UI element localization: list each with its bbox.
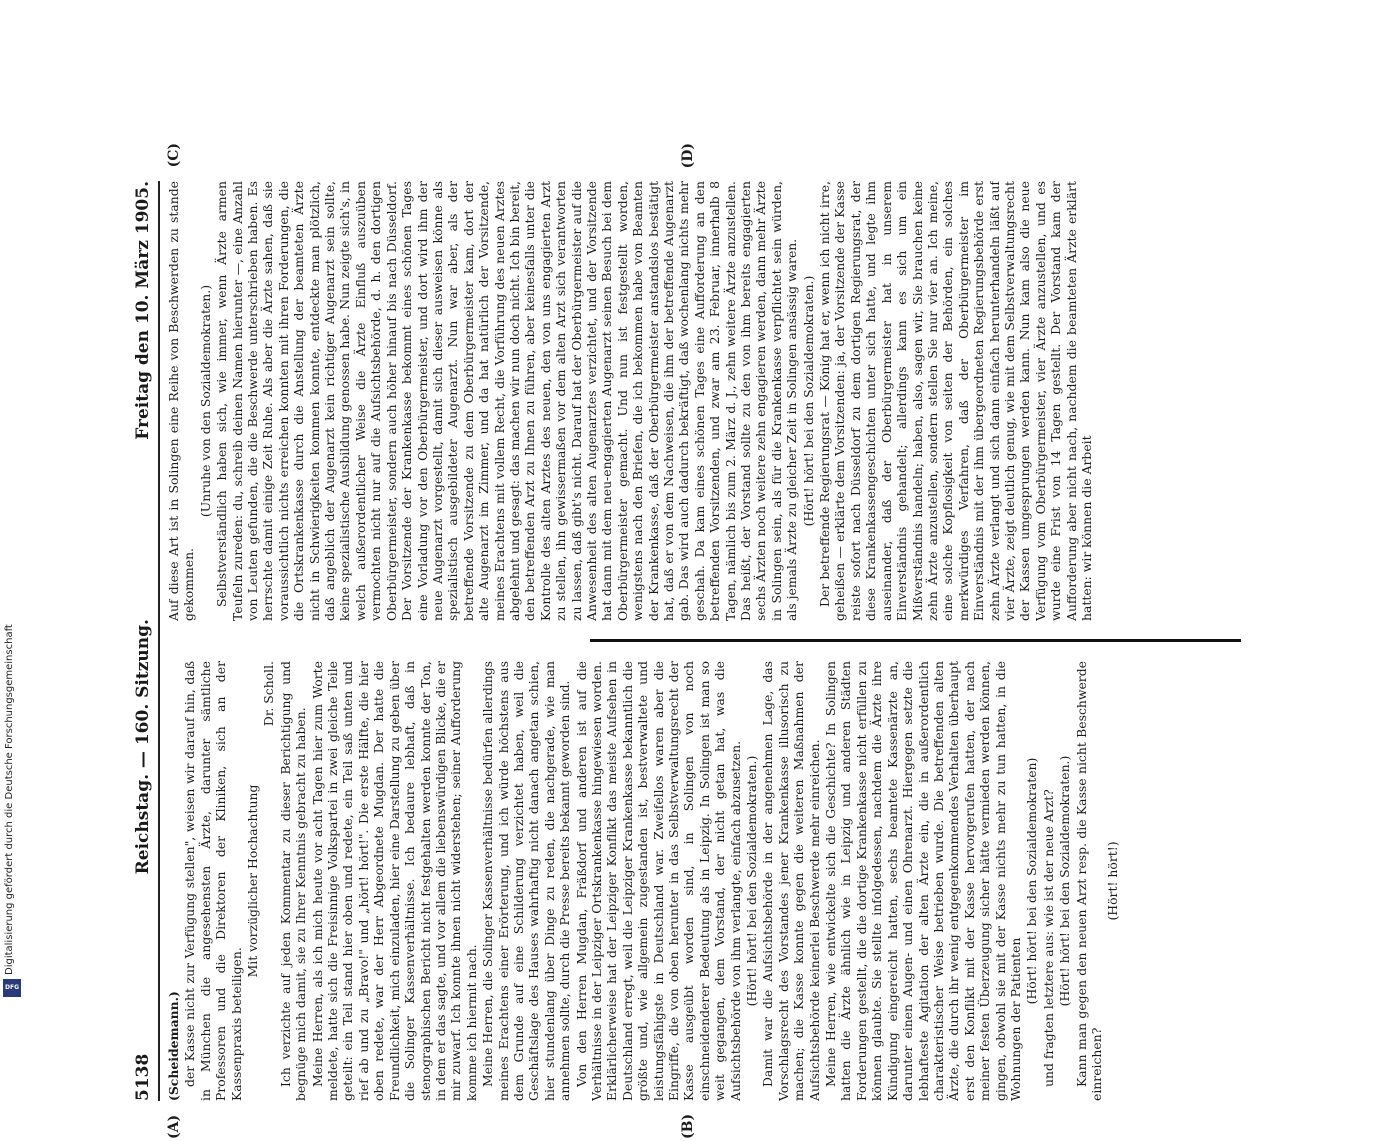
margin-marker-b: (B) — [680, 1113, 696, 1139]
paragraph: Damit war die Aufsichtsbehörde in der angenehmen Lage, das Vorschlagsrecht des Vorstandes jener Krankenkasse illusorisch zu machen; die Kasse konnte gegen die weiteren Maßnahmen der Aufsichtsbehörde keinerlei Beschwerde mehr einreichen. — [760, 661, 822, 1101]
document-page — [120, 141, 1261, 1141]
stage-direction: (Hört! hört! bei den Sozialdemokraten.) — [1057, 755, 1073, 1007]
column-divider — [590, 639, 1241, 642]
stage-direction: (Unruhe von den Sozialdemokraten.) — [197, 284, 213, 518]
paragraph: Ich verzichte auf jeden Kommentar zu dieser Berichtigung und begnüge mich damit, sie zu Ihrer Kenntnis gebracht zu haben. — [277, 661, 309, 1101]
paragraph: Der betreffende Regierungsrat — König hat er, wenn ich nicht irre, geheißen — erklärte dem Vorsitzenden: ja, der Vorsitzende der Kasse reiste sofort nach Düsseldorf zu dem dortigen Regierungsrat, der diese Krankenkassengeschichten unter sich hatte, und legte ihm auseinander, daß der Oberbürgermeister hat in unserem Einverständnis gehandelt; allerdings kann es sich um ein Mißverständnis handeln; haben, also, sagen wir, Sie brauchen keine zehn Ärzte anzustellen, sondern stellen Sie nur vier an. Ich meine, eine solche Kopflosigkeit von seiten der Behörden, ein solches merkwürdiges Verfahren, daß der Oberbürgermeister im Einverständnis mit der ihm übergeordneten Regierungsbehörde erst zehn Ärzte verlangt und sich dann einfach herunterhandeln läßt auf vier Ärzte, zeigt deutlich genug, wie mit dem Selbstverwaltungsrecht der Kassen umgesprungen werden kann. Nun kam also die neue Verfügung vom Oberbürgermeister, vier Ärzte anzustellen, und es wurde eine Frist von 14 Tagen gestellt. Der Vorstand kam der Aufforderung aber nicht nach, nachdem die beamteten Ärzte erklärt hatten: wir können die Arbeit — [817, 181, 1094, 621]
stage-direction: (Hört! hört!) — [1105, 841, 1121, 921]
digitization-credit: Digitalisierung gefördert durch die Deutsche Forschungsgemeinschaft — [4, 624, 15, 975]
paragraph: Auf diese Art ist in Solingen eine Reihe von Beschwerden zu stande gekommen. — [166, 181, 197, 621]
dfg-logo: DFG — [3, 979, 21, 997]
margin-marker-d: (D) — [680, 143, 696, 169]
paragraph: Selbstverständlich haben sich, wie immer, wenn Ärzte armen Teufeln zureden: du, schreib deinen Namen hierunter —, eine Anzahl von Leuten gefunden, die die Beschwerde unterschrieben haben. Es herrschte damit einige Zeit Ruhe. Als aber die Ärzte sahen, daß sie voraussichtlich nichts erreichen konnten mit ihren Forderungen, die die Ortskrankenkasse durch die Anstellung der beamteten Ärzte nicht in Schwierigkeiten kommen konnte, entdeckte man plötzlich, daß angeblich der Augenarzt kein richtiger Augenarzt sein sollte, keine spezialistische Ausbildung genossen habe. Nun zeigte sich's, in welch außerordentlicher Weise die Ärzte Einfluß auszuüben vermochten nicht nur auf die Aufsichtsbehörde, d. h. den dortigen Oberbürgermeister, sondern auch höher hinauf bis nach Düsseldorf. Der Vorsitzende der Krankenkasse bekommt eines schönen Tages eine Vorladung vor den Oberbürgermeister, und dort wird ihm der neue Augenarzt vorgestellt, damit sich dieser ausweisen könne als spezialistisch ausgebildeter Augenarzt. Nun war aber, als der betreffende Vorsitzende zu dem Oberbürgermeister kam, dort der alte Augenarzt im Zimmer, und da hat natürlich der Vorsitzende, meines Erachtens mit vollem Recht, die Vorführung des neuen Arztes abgelehnt und gesagt: das machen wir nun doch nicht. Ich bin bereit, den betreffenden Arzt zu Ihnen zu führen, aber keinesfalls unter die Kontrolle des alten Arztes des neuen, den von uns engagierten Arzt zu stellen, ihn gewissermaßen vor dem alten Arzt sich verantworten zu lassen, daß gibt's nicht. Darauf hat der Oberbürgermeister auf die Anwesenheit des alten Augenarztes verzichtet, und der Vorsitzende hat dann mit dem neu-engagierten Augenarzt seinen Besuch bei dem Oberbürgermeister gemacht. Und nun ist festgestellt worden, wenigstens nach den Briefen, die ich bekommen habe von Beamten der Krankenkasse, daß der Oberbürgermeister anstandslos bestätigt hat, daß er von dem Nachweisen, die ihm der betreffende Augenarzt gab. Das wird auch dadurch bekräftigt, daß wochenlang nichts mehr geschah. Da kam eines schönen Tages eine Aufforderung an den betreffenden Vorsitzenden, und zwar am 23. Februar, innerhalb 8 Tagen, nämlich bis zum 2. März d. J., zehn weitere Ärzte anzustellen. Das heißt, der Vorstand sollte zu den von ihm bereits engagierten sechs Ärzten noch weitere zehn engagieren werden, dann mehr Ärzte in Solingen sein, als für die Krankenkasse verpflichtet sein würden, als jemals Ärzte zu gleicher Zeit in Solingen ansässig waren. — [214, 181, 800, 621]
paragraph: Meine Herren, als ich mich heute vor acht Tagen hier zum Worte meldete, hatte sich die Freisinnige Volkspartei in zwei gleiche Teile geteilt: ein Teil stand hier oben und redete, ein Teil saß unten und rief ab und zu „Bravo!" und „hört! hört!". Die erste Hälfte, die hier oben redete, war der Herr Abgeordnete Mugdan. Der hatte die Freundlichkeit, mich einzuladen, hier eine Darstellung zu geben über die Solinger Kassenverhältnisse. Ich bedaure lebhaft, daß in stenographischen Bericht nicht festgehalten werden konnte der Ton, in dem er das sagte, und vor allem die liebenswürdigen Blicke, die er mir zuwarf. Ich konnte ihnen nicht widerstehen; seiner Aufforderung komme ich hiermit nach. — [309, 661, 479, 1101]
paragraph: Dr. Scholl. — [261, 661, 277, 727]
stage-direction: (Hört! hört! bei den Sozialdemokraten) — [1024, 757, 1040, 1005]
paragraph: Meine Herren, wie entwickelte sich die Geschichte? In Solingen hatten die Ärzte ähnlich wie in Leipzig und anderen Städten Forderungen gestellt, die die dortige Krankenkasse nicht erfüllen zu können glaubte. Sie stellte infolgedessen, nachdem die Ärzte ihre Kündigung eingereicht hatten, sechs beamtete Kassenärzte an, darunter einen Augen- und einen Ohrenarzt. Hiergegen setzte die lebhafteste Agitation der alten Ärzte ein, die in außerordentlich charakteristischer Weise betrieben wurde. Die betreffenden alten Ärzte, die durch ihr wenig entgegenkommendes Verhalten überhaupt erst den Konflikt mit der Kasse hervorgerufen hatten, der nach meiner festen Überzeugung sicher hätte vermieden werden können, gingen, obwohl sie mit der Kasse nichts mehr zu tun hatten, in die Wohnungen der Patienten — [823, 661, 1023, 1101]
stage-direction: (Hört! hört! bei den Sozialdemokraten.) — [800, 275, 816, 527]
left-column — [166, 661, 1251, 1101]
paragraph: Meine Herren, die Solinger Kassenverhältnisse bedürfen allerdings meines Erachtens einer Erörterung, und ich würde höchstens aus dem Grunde auf eine Schilderung verzichtet haben, weil die Geschäftslage des Hauses wahrhaftig nicht danach angetan schien, hier stundenlang über Dinge zu reden, die nachgerade, wie man annehmen sollte, durch die Presse bereits bekannt geworden sind. — [480, 661, 573, 1101]
side-credit-strip — [0, 0, 26, 1000]
paragraph: Mit vorzüglicher Hochachtung — [245, 784, 261, 978]
session-date: Freitag den 10. März 1905. — [133, 181, 153, 440]
speaker-name: (Scheidemann.) — [166, 991, 181, 1101]
stage-direction: (Hört! hört! bei den Sozialdemokraten.) — [744, 755, 760, 1007]
margin-marker-a: (A) — [166, 1114, 182, 1139]
page-header — [128, 181, 160, 1101]
paragraph: der Kasse nicht zur Verfügung stellen", weisen wir darauf hin, daß in München die angesehensten Ärzte, darunter sämtliche Professoren und die Direktoren der Kliniken, sich an der Kassenpraxis beteiligen. — [182, 661, 244, 1101]
paragraph: und fragten letztere aus: wie ist der neue Arzt? — [1040, 789, 1056, 1087]
margin-marker-c: (C) — [166, 143, 182, 168]
session-title: Reichstag. — 160. Sitzung. — [133, 619, 153, 875]
page-number: 5138 — [133, 1053, 153, 1101]
right-column — [166, 181, 1251, 621]
paragraph: Von den Herren Mugdan, Fräßdorf und anderen ist auf die Verhältnisse in der Leipziger Ortskrankenkasse hingewiesen worden. Erklärlicherweise hat der Leipziger Konflikt das meiste Aufsehen in Deutschland erregt, weil die Leipziger Krankenkasse bekanntlich die größte und, wie allgemein zugestanden ist, bestverwaltete und leistungsfähigste in Deutschland war. Zweifellos waren aber die Eingriffe, die von oben herunter in das Selbstverwaltungsrecht der Kasse ausgeübt worden sind, in Solingen von noch einschneidenderer Bedeutung als in Leipzig. In Solingen ist man so weit gegangen, dem Vorstand, der nicht getan hat, was die Aufsichtsbehörde von ihm verlangte, einfach abzusetzen. — [573, 661, 743, 1101]
paragraph: Kann man gegen den neuen Arzt resp. die Kasse nicht Beschwerde einreichen? — [1073, 661, 1104, 1101]
